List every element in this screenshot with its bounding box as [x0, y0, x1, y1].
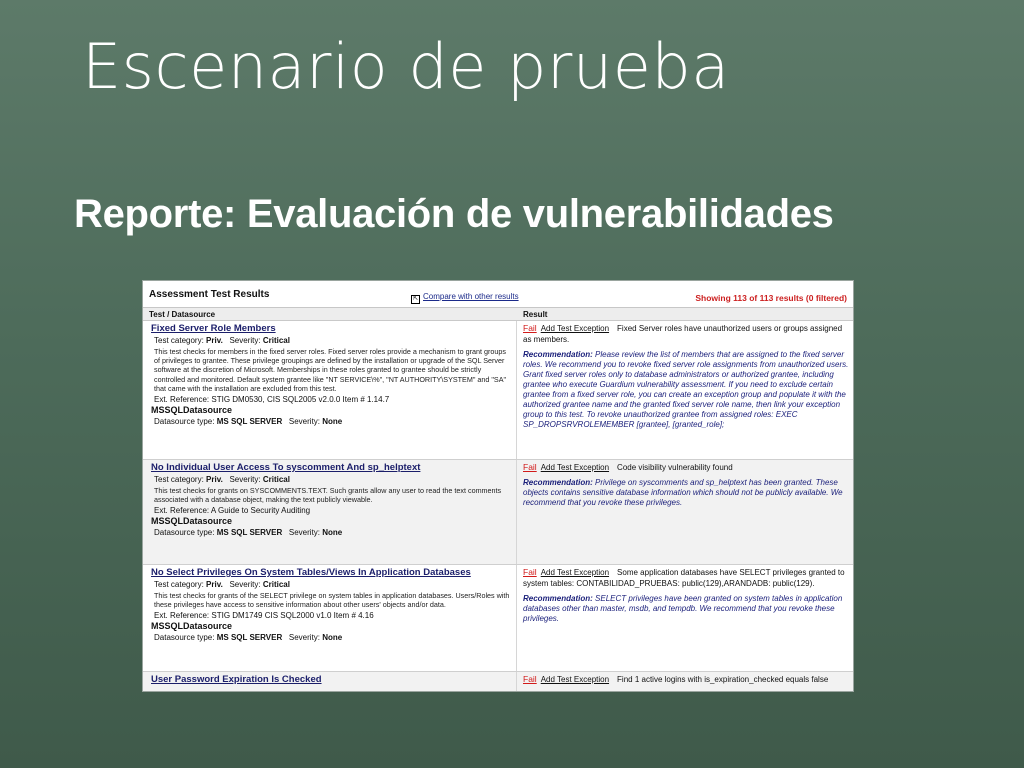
table-row: [143, 565, 853, 672]
result-cell: [517, 672, 853, 692]
datasource-name: MSSQLDatasource: [151, 405, 233, 416]
add-test-exception-link[interactable]: Add Test Exception: [540, 324, 610, 333]
fail-link[interactable]: Fail: [523, 323, 537, 333]
test-description: This test checks for grants on SYSCOMMENTS.TEXT. Such grants allow any user to read the text comments associated with a database object, making the text publicly viewable.: [154, 486, 502, 505]
table-row: [143, 672, 853, 692]
recommendation-text: Recommendation: SELECT privileges have been granted on system tables in application databases other than master, msdb, and tempdb. We recommend that you revoke these privileges.: [523, 594, 843, 623]
slide-subtitle: Reporte: Evaluación de vulnerabilidades: [74, 192, 834, 236]
table-row: [143, 460, 853, 565]
datasource-meta: Datasource type: MS SQL SERVER Severity: None: [154, 528, 343, 538]
results-count: Showing 113 of 113 results (0 filtered): [695, 293, 847, 303]
table-row: [143, 321, 853, 460]
datasource-meta: Datasource type: MS SQL SERVER Severity: None: [154, 633, 343, 643]
result-summary: Fail Add Test Exception Some application databases have SELECT privileges granted to system tables: CONTABILIDAD_PRUEBAS: public(129),ARANDADB: public(129).: [523, 567, 845, 588]
result-cell: [517, 565, 853, 671]
compare-icon: ⇱: [412, 296, 419, 302]
test-cell: [143, 460, 517, 564]
test-ext-reference: Ext. Reference: A Guide to Security Auditing: [154, 506, 311, 516]
table-header: [143, 308, 853, 321]
test-cell: [143, 672, 517, 692]
test-ext-reference: Ext. Reference: STIG DM1749 CIS SQL2000 v1.0 Item # 4.16: [154, 611, 374, 621]
add-test-exception-link[interactable]: Add Test Exception: [540, 463, 610, 472]
test-name-link[interactable]: Fixed Server Role Members: [151, 323, 276, 334]
slide-title: Escenario de prueba: [82, 30, 730, 103]
test-name-link[interactable]: No Select Privileges On System Tables/Views In Application Databases: [151, 567, 471, 578]
test-cell: [143, 565, 517, 671]
result-summary: Fail Add Test Exception Code visibility vulnerability found: [523, 462, 733, 472]
fail-link[interactable]: Fail: [523, 462, 537, 472]
recommendation-text: Recommendation: Please review the list of members that are assigned to the fixed server roles. We recommend you to revoke fixed server role assignments from unauthorized users. Grant fixed server roles only to database administrators or authorized grantee, including grantee who execute Guardium vulnerability assessment. If you need to exclude certain grantee from a fixed server role, you can create an exception group and populate it with the authorized grantee name and the granted fixed server role name, then link your exception group to this test. To revoke unauthorized grantee from assigned roles: EXEC SP_DROPSRVROLEMEMBER [grantee], [granted_role];: [523, 350, 849, 429]
test-meta: Test category: Priv. Severity: Critical: [154, 580, 290, 589]
result-summary: Fail Add Test Exception Find 1 active logins with is_expiration_checked equals false: [523, 674, 829, 684]
column-header-test: Test / Datasource: [149, 310, 216, 319]
test-description: This test checks for grants of the SELECT privilege on system tables in application databases. Users/Roles with these privileges have access to sensitive information about other users' objects and/or data.: [154, 591, 510, 610]
test-ext-reference: Ext. Reference: STIG DM0530, CIS SQL2005 v2.0.0 Item # 1.14.7: [154, 395, 390, 405]
fail-link[interactable]: Fail: [523, 567, 537, 577]
add-test-exception-link[interactable]: Add Test Exception: [540, 568, 610, 577]
recommendation-text: Recommendation: Privilege on syscomments and sp_helptext has been granted. These objects contains sensitive database information which should not be publicly available. We recommend that you revoke these privileges.: [523, 478, 843, 507]
compare-link-label: Compare with other results: [423, 292, 519, 301]
report-title: Assessment Test Results: [149, 289, 270, 300]
fail-link[interactable]: Fail: [523, 674, 537, 684]
test-name-link[interactable]: User Password Expiration Is Checked: [151, 674, 322, 685]
datasource-name: MSSQLDatasource: [151, 516, 233, 527]
report-header: [143, 281, 853, 308]
datasource-meta: Datasource type: MS SQL SERVER Severity: None: [154, 417, 343, 427]
test-meta: Test category: Priv. Severity: Critical: [154, 475, 290, 484]
result-cell: [517, 460, 853, 564]
datasource-name: MSSQLDatasource: [151, 621, 233, 632]
test-cell: [143, 321, 517, 459]
result-cell: [517, 321, 853, 459]
add-test-exception-link[interactable]: Add Test Exception: [540, 675, 610, 684]
test-meta: Test category: Priv. Severity: Critical: [154, 336, 290, 345]
result-summary: Fail Add Test Exception Fixed Server roles have unauthorized users or groups assigned as members.: [523, 323, 843, 344]
compare-link[interactable]: [411, 292, 519, 304]
column-header-result: Result: [523, 310, 548, 319]
test-description: This test checks for members in the fixed server roles. Fixed server roles provide a mechanism to grant groups of privileges to grantee. These privilege groupings are defined by the installation or upgrade of the SQL Server software at the discretion of Microsoft. Memberships in these roles granted to grantee should be strictly controlled and monitored. Default system grantee like "NT SERVICE\%", "NT AUTHORITY\SYSTEM" and "SA" that came with the installation are excluded from this test.: [154, 347, 507, 393]
test-name-link[interactable]: No Individual User Access To syscomment And sp_helptext: [151, 462, 421, 473]
assessment-report-screenshot: [142, 280, 854, 692]
